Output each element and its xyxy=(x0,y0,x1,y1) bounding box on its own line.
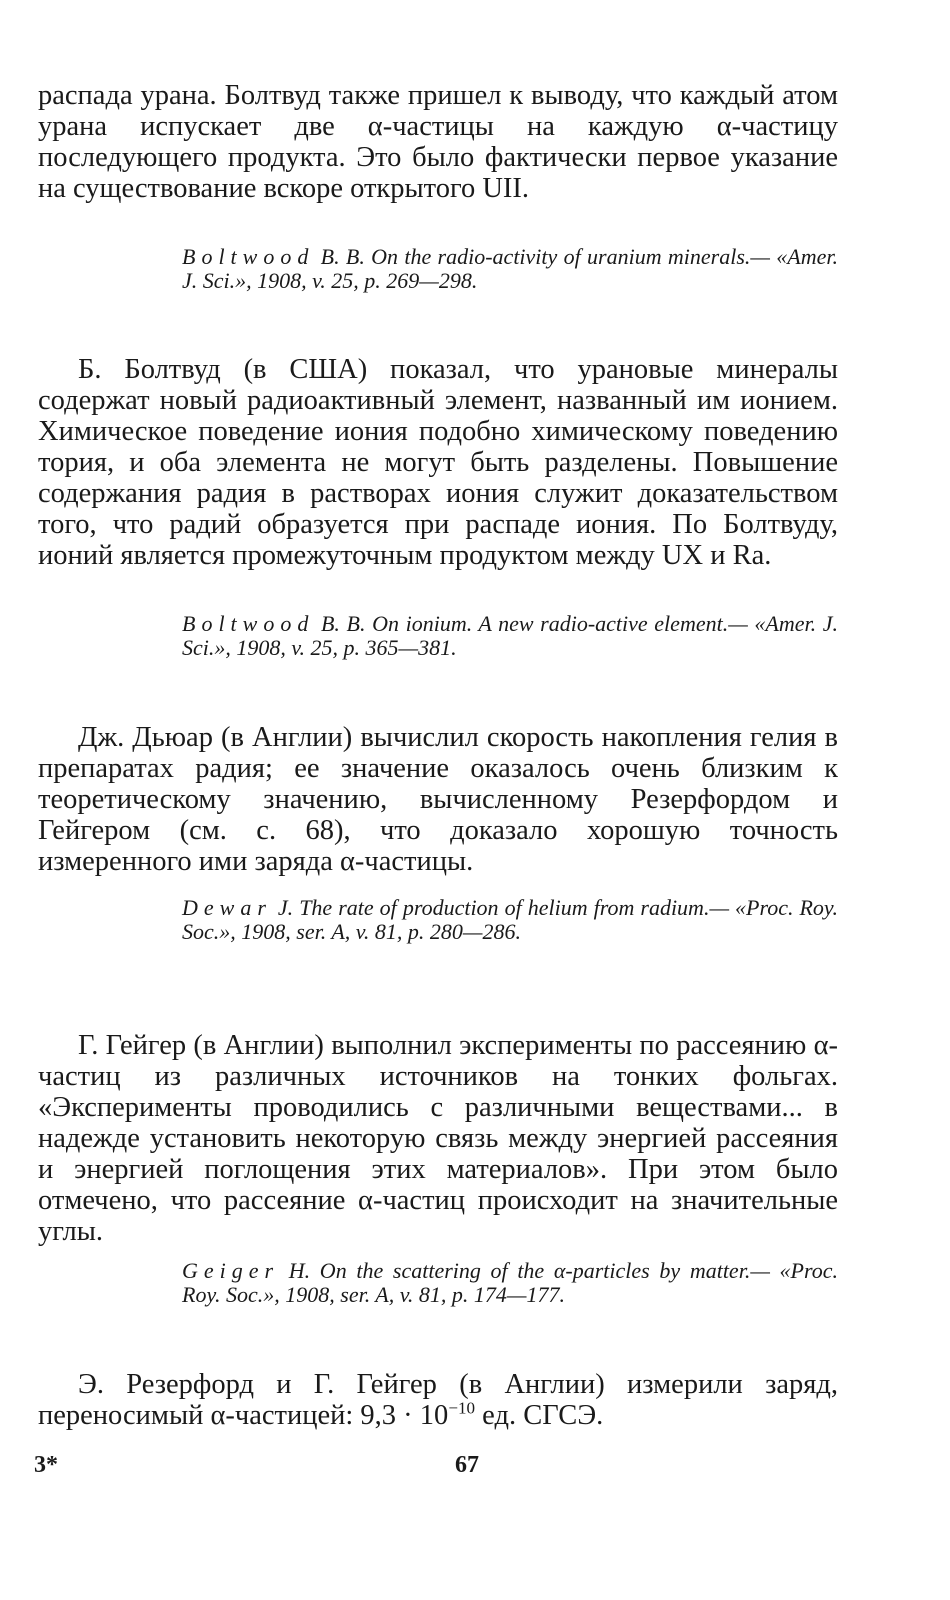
reference-author: Dewar xyxy=(182,895,272,920)
reference-geiger-scattering xyxy=(182,1259,838,1307)
paragraph-uranium-decay: распада урана. Болтвуд также пришел к выводу, что каждый атом урана испускает две α-частицы на каждую α-частицу последующего продукта. Это было фактически первое указание на существование вскоре открытого UII. xyxy=(38,80,838,204)
paragraph-rutherford-geiger-charge xyxy=(38,1369,838,1431)
reference-author: Boltwood xyxy=(182,611,315,636)
reference-details: J. The rate of production of helium from radium.— «Proc. Roy. Soc.», 1908, ser. A, v. 81, p. 280—286. xyxy=(182,895,838,944)
reference-details: B. B. On ionium. A new radio-active element.— «Amer. J. Sci.», 1908, v. 25, p. 365—381. xyxy=(182,611,838,660)
charge-unit: ед. СГСЭ. xyxy=(475,1400,604,1431)
printer-signature: 3* xyxy=(34,1452,58,1478)
paragraph-boltwood-ionium: Б. Болтвуд (в США) показал, что урановые минералы содержат новый радиоактивный элемент, названный им ионием. Химическое поведение иония подобно химическому поведению тория, и оба элемента не могут быть разделены. Повышение содержания радия в растворах иония служит доказательством того, что радий образуется при распаде иония. По Болтвуду, ионий является промежуточным продуктом между UX и Ra. xyxy=(38,354,838,571)
reference-author: Boltwood xyxy=(182,244,315,269)
paragraph-geiger-scattering: Г. Гейгер (в Англии) выполнил эксперименты по рассеянию α-частиц из различных источников на тонких фольгах. «Эксперименты проводились с различными веществами... в надежде установить некоторую связь между энергией рассеяния и энергией поглощения этих материалов». При этом было отмечено, что рассеяние α-частиц происходит на значительные углы. xyxy=(38,1030,838,1247)
reference-boltwood-uranium-minerals xyxy=(182,245,838,293)
paragraph-dewar-helium: Дж. Дьюар (в Англии) вычислил скорость накопления гелия в препаратах радия; ее значение оказалось очень близким к теоретическому значению, вычисленному Резерфордом и Гейгером (см. с. 68), что доказало хорошую точность измеренного ими заряда α-частицы. xyxy=(38,722,838,877)
reference-dewar-helium xyxy=(182,896,838,944)
charge-text: Э. Резерфорд и Г. Гейгер (в Англии) измерили заряд, переносимый α-частицей: 9,3 · 10 xyxy=(38,1369,838,1431)
page-number: 67 xyxy=(455,1452,479,1478)
reference-details: H. On the scattering of the α-particles by matter.— «Proc. Roy. Soc.», 1908, ser. A, v. 81, p. 174—177. xyxy=(182,1258,838,1307)
charge-exponent: −10 xyxy=(448,1398,476,1418)
reference-author: Geiger xyxy=(182,1258,280,1283)
reference-boltwood-ionium xyxy=(182,612,838,660)
reference-details: B. B. On the radio-activity of uranium minerals.— «Amer. J. Sci.», 1908, v. 25, p. 269—298. xyxy=(182,244,838,293)
